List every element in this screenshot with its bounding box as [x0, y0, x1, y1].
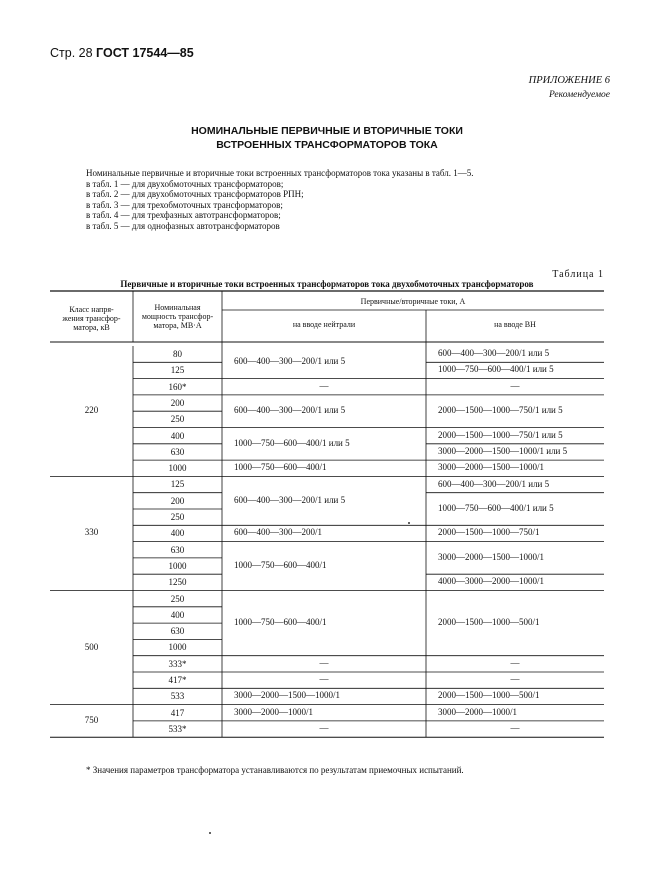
- hv-current-cell: 2000—1500—1000—750/1 или 5: [438, 429, 563, 440]
- rated-power-cell: 80: [173, 349, 182, 359]
- rated-power-cell: 533*: [168, 723, 187, 734]
- hv-current-cell: 3000—2000—1500—1000/1: [438, 551, 545, 562]
- header-hv: на вводе ВН: [494, 320, 536, 329]
- rated-power-cell: 160*: [168, 381, 187, 392]
- neutral-current-cell: 3000—2000—1000/1: [234, 706, 314, 717]
- print-speck: [209, 832, 211, 834]
- gost-number: 17544—85: [132, 46, 194, 60]
- hv-current-cell: 3000—2000—1500—1000/1 или 5: [438, 445, 568, 456]
- hv-current-cell: —: [510, 657, 520, 668]
- hv-current-cell: 3000—2000—1000/1: [438, 706, 518, 717]
- rated-power-cell: 333*: [168, 658, 187, 669]
- appendix-subtitle: Рекомендуемое: [548, 90, 610, 100]
- neutral-current-cell: 600—400—300—200/1: [234, 527, 323, 538]
- title-line-2: ВСТРОЕННЫХ ТРАНСФОРМАТОРОВ ТОКА: [216, 139, 438, 151]
- hv-current-cell: 600—400—300—200/1 или 5: [438, 478, 550, 489]
- rated-power-cell: 200: [170, 397, 185, 408]
- header-voltage-class: Класс напря- жения трансфор- матора, кВ: [62, 305, 121, 332]
- hv-current-cell: 1000—750—600—400/1 или 5: [438, 503, 554, 513]
- rated-power-cell: 200: [170, 495, 185, 506]
- voltage-class-cell: 330: [84, 527, 99, 538]
- hv-current-cell: —: [510, 723, 520, 734]
- hv-current-cell: —: [510, 674, 520, 685]
- hv-current-cell: 2000—1500—1000—750/1: [438, 527, 540, 538]
- neutral-current-cell: —: [319, 674, 329, 685]
- appendix-title: ПРИЛОЖЕНИЕ 6: [528, 75, 610, 86]
- neutral-current-cell: 1000—750—600—400/1: [234, 560, 327, 571]
- rated-power-cell: 1000: [168, 463, 187, 474]
- neutral-current-cell: —: [319, 380, 329, 391]
- rated-power-cell: 1000: [168, 560, 187, 571]
- table-number: Таблица 1: [552, 269, 604, 280]
- voltage-class-cell: 220: [84, 405, 99, 416]
- rated-power-cell: 417: [170, 707, 185, 718]
- page-number: Стр. 28: [50, 46, 93, 60]
- rated-power-cell: 400: [170, 528, 185, 539]
- gost-label: ГОСТ: [96, 46, 130, 60]
- hv-current-cell: 2000—1500—1000—500/1: [438, 617, 540, 628]
- neutral-current-cell: 600—400—300—200/1 или 5: [234, 356, 346, 367]
- neutral-current-cell: 1000—750—600—400/1 или 5: [234, 437, 350, 448]
- intro-item: в табл. 5 — для однофазных автотрансформаторов: [86, 220, 280, 231]
- rated-power-cell: 250: [170, 593, 185, 604]
- header-rated-power: Номинальная мощность трансфор- матора, МВ·А: [141, 303, 214, 330]
- rated-power-cell: 125: [170, 365, 185, 376]
- rated-power-cell: 400: [170, 430, 185, 441]
- intro-item: в табл. 1 — для двухобмоточных трансформаторов;: [86, 178, 284, 189]
- rated-power-cell: 533: [170, 691, 185, 702]
- hv-current-cell: —: [510, 380, 520, 391]
- neutral-current-cell: 600—400—300—200/1 или 5: [234, 405, 346, 416]
- voltage-class-cell: 750: [84, 714, 99, 725]
- hv-current-cell: 4000—3000—2000—1000/1: [438, 576, 545, 587]
- neutral-current-cell: 1000—750—600—400/1: [234, 617, 327, 628]
- table-caption: Первичные и вторичные токи встроенных трансформаторов тока двухобмоточных трансформаторов: [120, 279, 534, 289]
- rated-power-cell: 1000: [168, 642, 187, 653]
- intro-item: в табл. 2 — для двухобмоточных трансформаторов РПН;: [86, 189, 304, 199]
- hv-current-cell: 1000—750—600—400/1 или 5: [438, 364, 554, 375]
- intro-lead: Номинальные первичные и вторичные токи встроенных трансформаторов тока указаны в табл. 1—5.: [86, 168, 474, 178]
- rated-power-cell: 250: [170, 512, 185, 522]
- rated-power-cell: 630: [170, 446, 185, 457]
- rated-power-cell: 630: [170, 626, 185, 637]
- neutral-current-cell: 600—400—300—200/1 или 5: [234, 494, 346, 505]
- hv-current-cell: 2000—1500—1000—500/1: [438, 690, 540, 701]
- rated-power-cell: 1250: [168, 577, 187, 588]
- print-speck: [408, 522, 410, 524]
- rated-power-cell: 125: [170, 479, 185, 490]
- title-line-1: НОМИНАЛЬНЫЕ ПЕРВИЧНЫЕ И ВТОРИЧНЫЕ ТОКИ: [191, 125, 463, 137]
- footnote: * Значения параметров трансформатора устанавливаются по результатам приемочных испытаний.: [86, 765, 464, 775]
- rated-power-cell: 630: [170, 544, 185, 555]
- rated-power-cell: 250: [170, 414, 185, 425]
- hv-current-cell: 3000—2000—1500—1000/1: [438, 462, 545, 473]
- neutral-current-cell: 1000—750—600—400/1: [234, 462, 327, 473]
- intro-item: в табл. 4 — для трехфазных автотрансформаторов;: [86, 210, 281, 220]
- voltage-class-cell: 500: [84, 641, 99, 652]
- rated-power-cell: 400: [170, 609, 185, 620]
- hv-current-cell: 2000—1500—1000—750/1 или 5: [438, 405, 563, 416]
- header-currents-group: Первичные/вторичные токи, А: [360, 297, 466, 306]
- neutral-current-cell: —: [319, 657, 329, 668]
- neutral-current-cell: 3000—2000—1500—1000/1: [234, 690, 341, 701]
- neutral-current-cell: —: [319, 723, 329, 734]
- header-neutral: на вводе нейтрали: [292, 320, 356, 329]
- rated-power-cell: 417*: [168, 675, 187, 685]
- intro-item: в табл. 3 — для трехобмоточных трансформаторов;: [86, 199, 283, 210]
- hv-current-cell: 600—400—300—200/1 или 5: [438, 348, 550, 359]
